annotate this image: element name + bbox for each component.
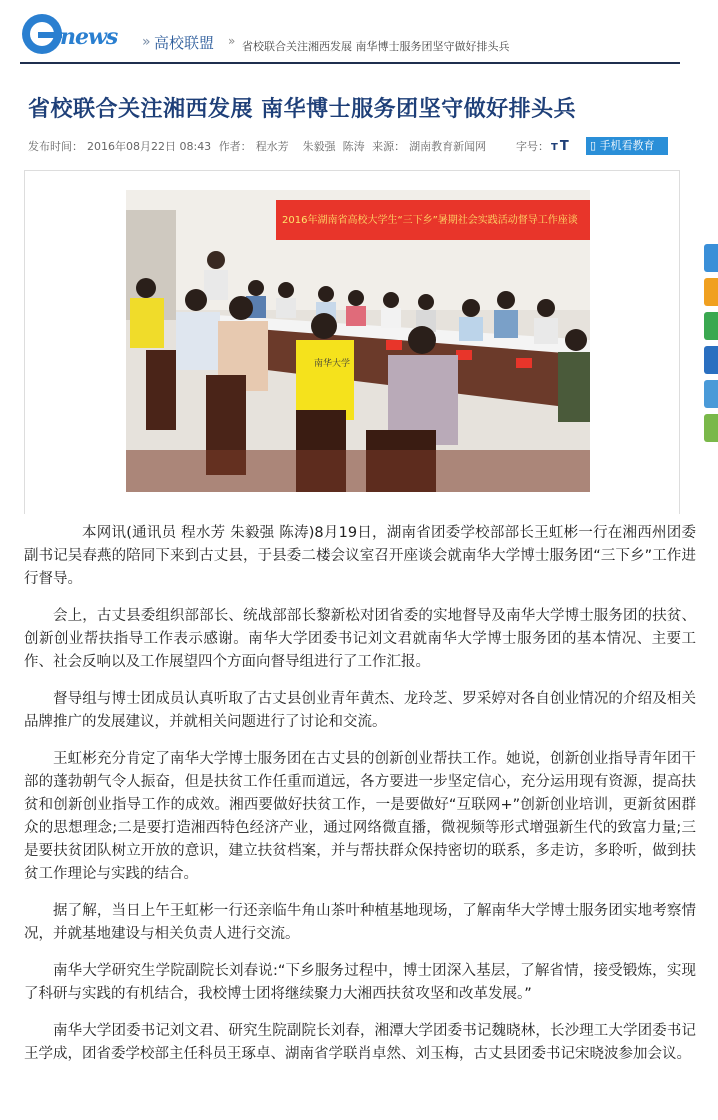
shirt-text: 南华大学 bbox=[314, 359, 351, 369]
site-header bbox=[20, 14, 680, 64]
author-label: 作者： bbox=[218, 140, 252, 153]
breadcrumb-separator: » bbox=[142, 34, 151, 50]
font-size-label: 字号： bbox=[516, 140, 549, 153]
article-paragraph: 王虹彬充分肯定了南华大学博士服务团在古丈县的创新创业帮扶工作。她说，创新创业指导青年团干部的蓬勃朝气令人振奋，但是扶贫工作任重而道远，各方要进一步坚定信心，充分运用现有资源，提高扶贫和创新创业指导工作的成效。湘西要做好扶贫工作，一是要做好“互联网+”创新创业培训，更新贫困群众的思想理念;二是要打造湘西特色经济产业，通过网络微直播，微视频等形式增强新生代的致富力量;三是要扶贫团队树立开放的意识，建立扶贫档案，并与帮扶群众保持密切的联系，多走访，多聆听，做到扶贫工作理论与实践的结合。 bbox=[24, 751, 696, 882]
article-body bbox=[24, 522, 696, 1080]
article-meta bbox=[28, 138, 678, 158]
font-large-button[interactable]: T bbox=[559, 139, 569, 154]
article-paragraph: 本网讯(通讯员 程水芳 朱毅强 陈涛)8月19日，湖南省团委学校部部长王虹彬一行在湘西州团委副书记吴春燕的陪同下来到古丈县，于县委二楼会议室召开座谈会就南华大学博士服务团“三下乡”工作进行督导。 bbox=[24, 525, 696, 587]
source-label: 来源： bbox=[372, 140, 406, 153]
share-icon[interactable] bbox=[704, 278, 718, 306]
article-photo bbox=[126, 190, 590, 492]
font-small-button[interactable]: T bbox=[551, 142, 558, 153]
share-icon[interactable] bbox=[704, 244, 718, 272]
breadcrumb-separator: » bbox=[228, 34, 236, 48]
phone-icon: ▯ bbox=[590, 139, 600, 152]
article-paragraph: 督导组与博士团成员认真听取了古丈县创业青年黄杰、龙玲芝、罗采婷对各自创业情况的介绍及相关品牌推广的发展建议，并就相关问题进行了讨论和交流。 bbox=[24, 691, 696, 730]
publish-time-label: 发布时间： bbox=[28, 140, 83, 153]
breadcrumb-section-link[interactable]: 高校联盟 bbox=[154, 34, 215, 52]
publish-time: 2016年08月22日 08:43 bbox=[87, 140, 212, 153]
article-paragraph: 据了解，当日上午王虹彬一行还亲临牛角山茶叶种植基地现场，了解南华大学博士服务团实地考察情况，并就基地建设与相关负责人进行交流。 bbox=[24, 903, 696, 942]
breadcrumb-current: 省校联合关注湘西发展 南华博士服务团坚守做好排头兵 bbox=[242, 40, 510, 53]
logo-text: news bbox=[60, 24, 118, 50]
share-icon[interactable] bbox=[704, 312, 718, 340]
article-title: 省校联合关注湘西发展 南华博士服务团坚守做好排头兵 bbox=[28, 96, 577, 122]
share-icon[interactable] bbox=[704, 380, 718, 408]
share-icon[interactable] bbox=[704, 346, 718, 374]
header-divider bbox=[20, 62, 680, 64]
article-paragraph: 会上，古丈县委组织部部长、统战部部长黎新松对团省委的实地督导及南华大学博士服务团的扶贫、创新创业帮扶指导工作表示感谢。南华大学团委书记刘文君就南华大学博士服务团的基本情况、主要工作、社会反响以及工作展望四个方面向督导组进行了工作汇报。 bbox=[24, 608, 696, 670]
share-icon[interactable] bbox=[704, 414, 718, 442]
site-logo[interactable] bbox=[22, 14, 134, 54]
article-paragraph: 南华大学团委书记刘文君、研究生院副院长刘春，湘潭大学团委书记魏晓林，长沙理工大学团委书记王学成，团省委学校部主任科员王琢卓、湖南省学联肖卓然、刘玉梅，古丈县团委书记宋晓波参加会议。 bbox=[24, 1023, 696, 1062]
article-paragraph: 南华大学研究生学院副院长刘春说:“下乡服务过程中，博士团深入基层，了解省情，接受锻炼，实现了科研与实践的有机结合，我校博士团将继续聚力大湘西扶贫攻坚和改革发展。” bbox=[24, 963, 696, 1002]
authors: 程水芳 朱毅强 陈涛 bbox=[255, 140, 365, 153]
mobile-view-button[interactable] bbox=[586, 137, 668, 155]
share-sidebar bbox=[704, 244, 718, 448]
banner-text: 2016年湖南省高校大学生“三下乡”暑期社会实践活动督导工作座谈 bbox=[282, 215, 578, 226]
mobile-button-label: 手机看教育 bbox=[599, 139, 655, 152]
source: 湖南教育新闻网 bbox=[409, 140, 487, 153]
font-size-control bbox=[516, 138, 569, 154]
